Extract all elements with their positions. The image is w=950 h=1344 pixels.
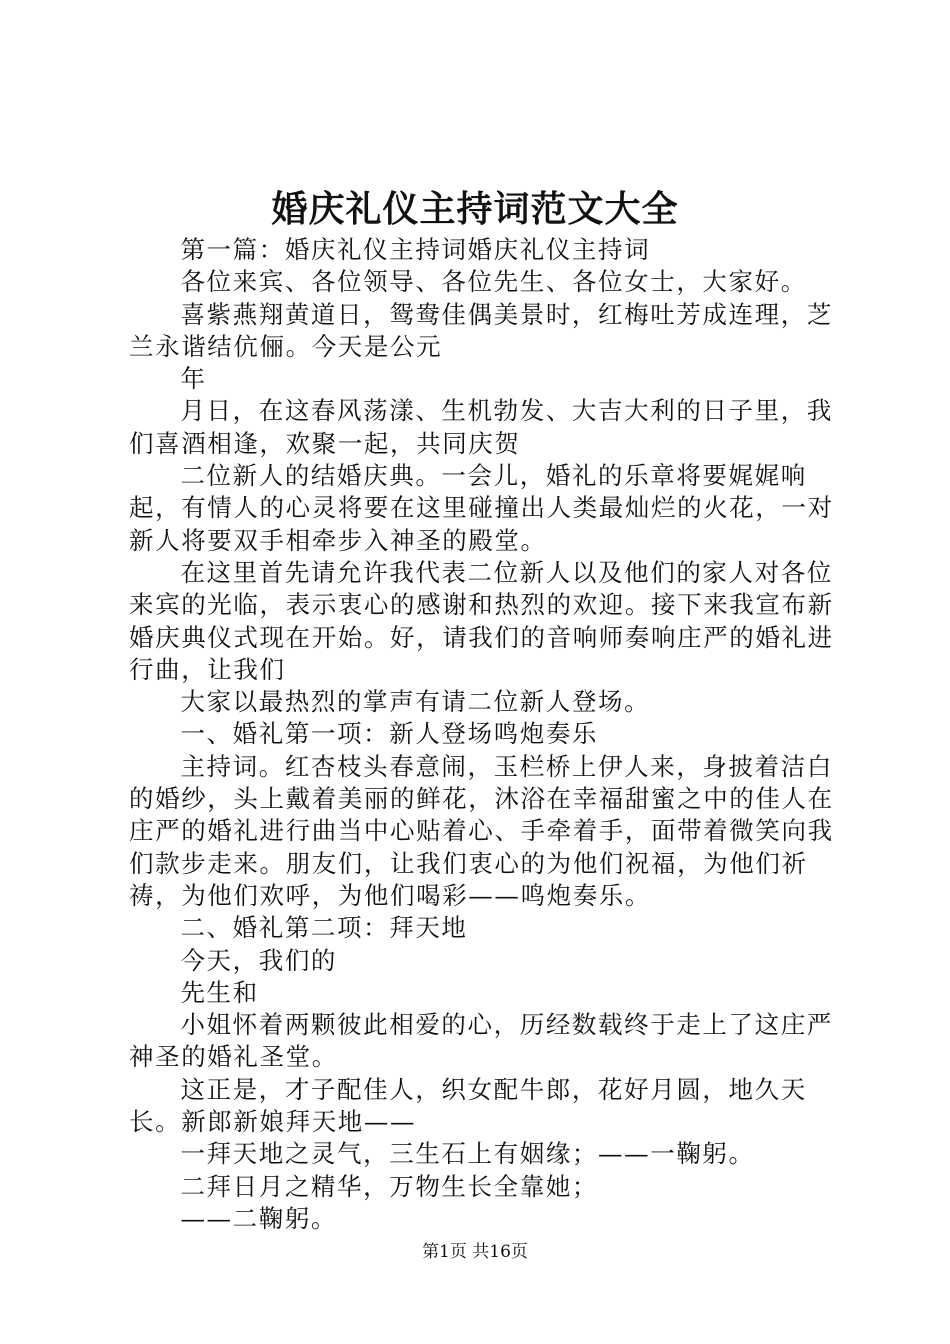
document-body bbox=[129, 234, 851, 1235]
paragraph: 月日，在这春风荡漾、生机勃发、大吉大利的日子里，我们喜酒相逢，欢聚一起，共同庆贺 bbox=[129, 396, 833, 458]
paragraph: 主持词。红杏枝头春意闹，玉栏桥上伊人来，身披着洁白的婚纱，头上戴着美丽的鲜花，沐浴在幸福甜蜜之中的佳人在庄严的婚礼进行曲当中心贴着心、手牵着手，面带着微笑向我们款步走来。朋友们，让我们衷心的为他们祝福，为他们祈祷，为他们欢呼，为他们喝彩——鸣炮奏乐。 bbox=[129, 751, 834, 910]
paragraph: 喜紫燕翔黄道日，鸳鸯佳偶美景时，红梅吐芳成连理，芝兰永谐结伉俪。今天是公元 bbox=[129, 299, 833, 361]
paragraph: ——二鞠躬。 bbox=[180, 1203, 338, 1233]
paragraph: 这正是，才子配佳人，织女配牛郎，花好月圆，地久天长。新郎新娘拜天地—— bbox=[129, 1074, 807, 1137]
section-heading: 一、婚礼第一项：新人登场鸣炮奏乐 bbox=[180, 719, 599, 749]
paragraph: 今天，我们的 bbox=[180, 945, 338, 975]
paragraph: 二位新人的结婚庆典。一会儿，婚礼的乐章将要娓娓响起，有情人的心灵将要在这里碰撞出人类最灿烂的火花，一对新人将要双手相牵步入神圣的殿堂。 bbox=[129, 461, 834, 555]
paragraph: 二拜日月之精华，万物生长全靠她； bbox=[180, 1171, 599, 1201]
paragraph: 先生和 bbox=[180, 977, 259, 1007]
paragraph: 年 bbox=[180, 364, 207, 394]
section-heading: 二、婚礼第二项：拜天地 bbox=[180, 913, 468, 943]
page-number-footer: 第1页 共16页 bbox=[422, 1242, 528, 1262]
document-title: 婚庆礼仪主持词范文大全 bbox=[271, 188, 679, 230]
paragraph: 大家以最热烈的掌声有请二位新人登场。 bbox=[180, 687, 651, 717]
paragraph: 各位来宾、各位领导、各位先生、各位女士，大家好。 bbox=[180, 267, 807, 297]
paragraph: 在这里首先请允许我代表二位新人以及他们的家人对各位来宾的光临，表示衷心的感谢和热烈的欢迎。接下来我宣布新婚庆典仪式现在开始。好，请我们的音响师奏响庄严的婚礼进行曲，让我们 bbox=[129, 557, 834, 684]
paragraph: 第一篇：婚庆礼仪主持词婚庆礼仪主持词 bbox=[180, 235, 651, 264]
paragraph: 一拜天地之灵气，三生石上有姻缘；——一鞠躬。 bbox=[180, 1139, 755, 1169]
paragraph: 小姐怀着两颗彼此相爱的心，历经数载终于走上了这庄严神圣的婚礼圣堂。 bbox=[129, 1010, 833, 1072]
